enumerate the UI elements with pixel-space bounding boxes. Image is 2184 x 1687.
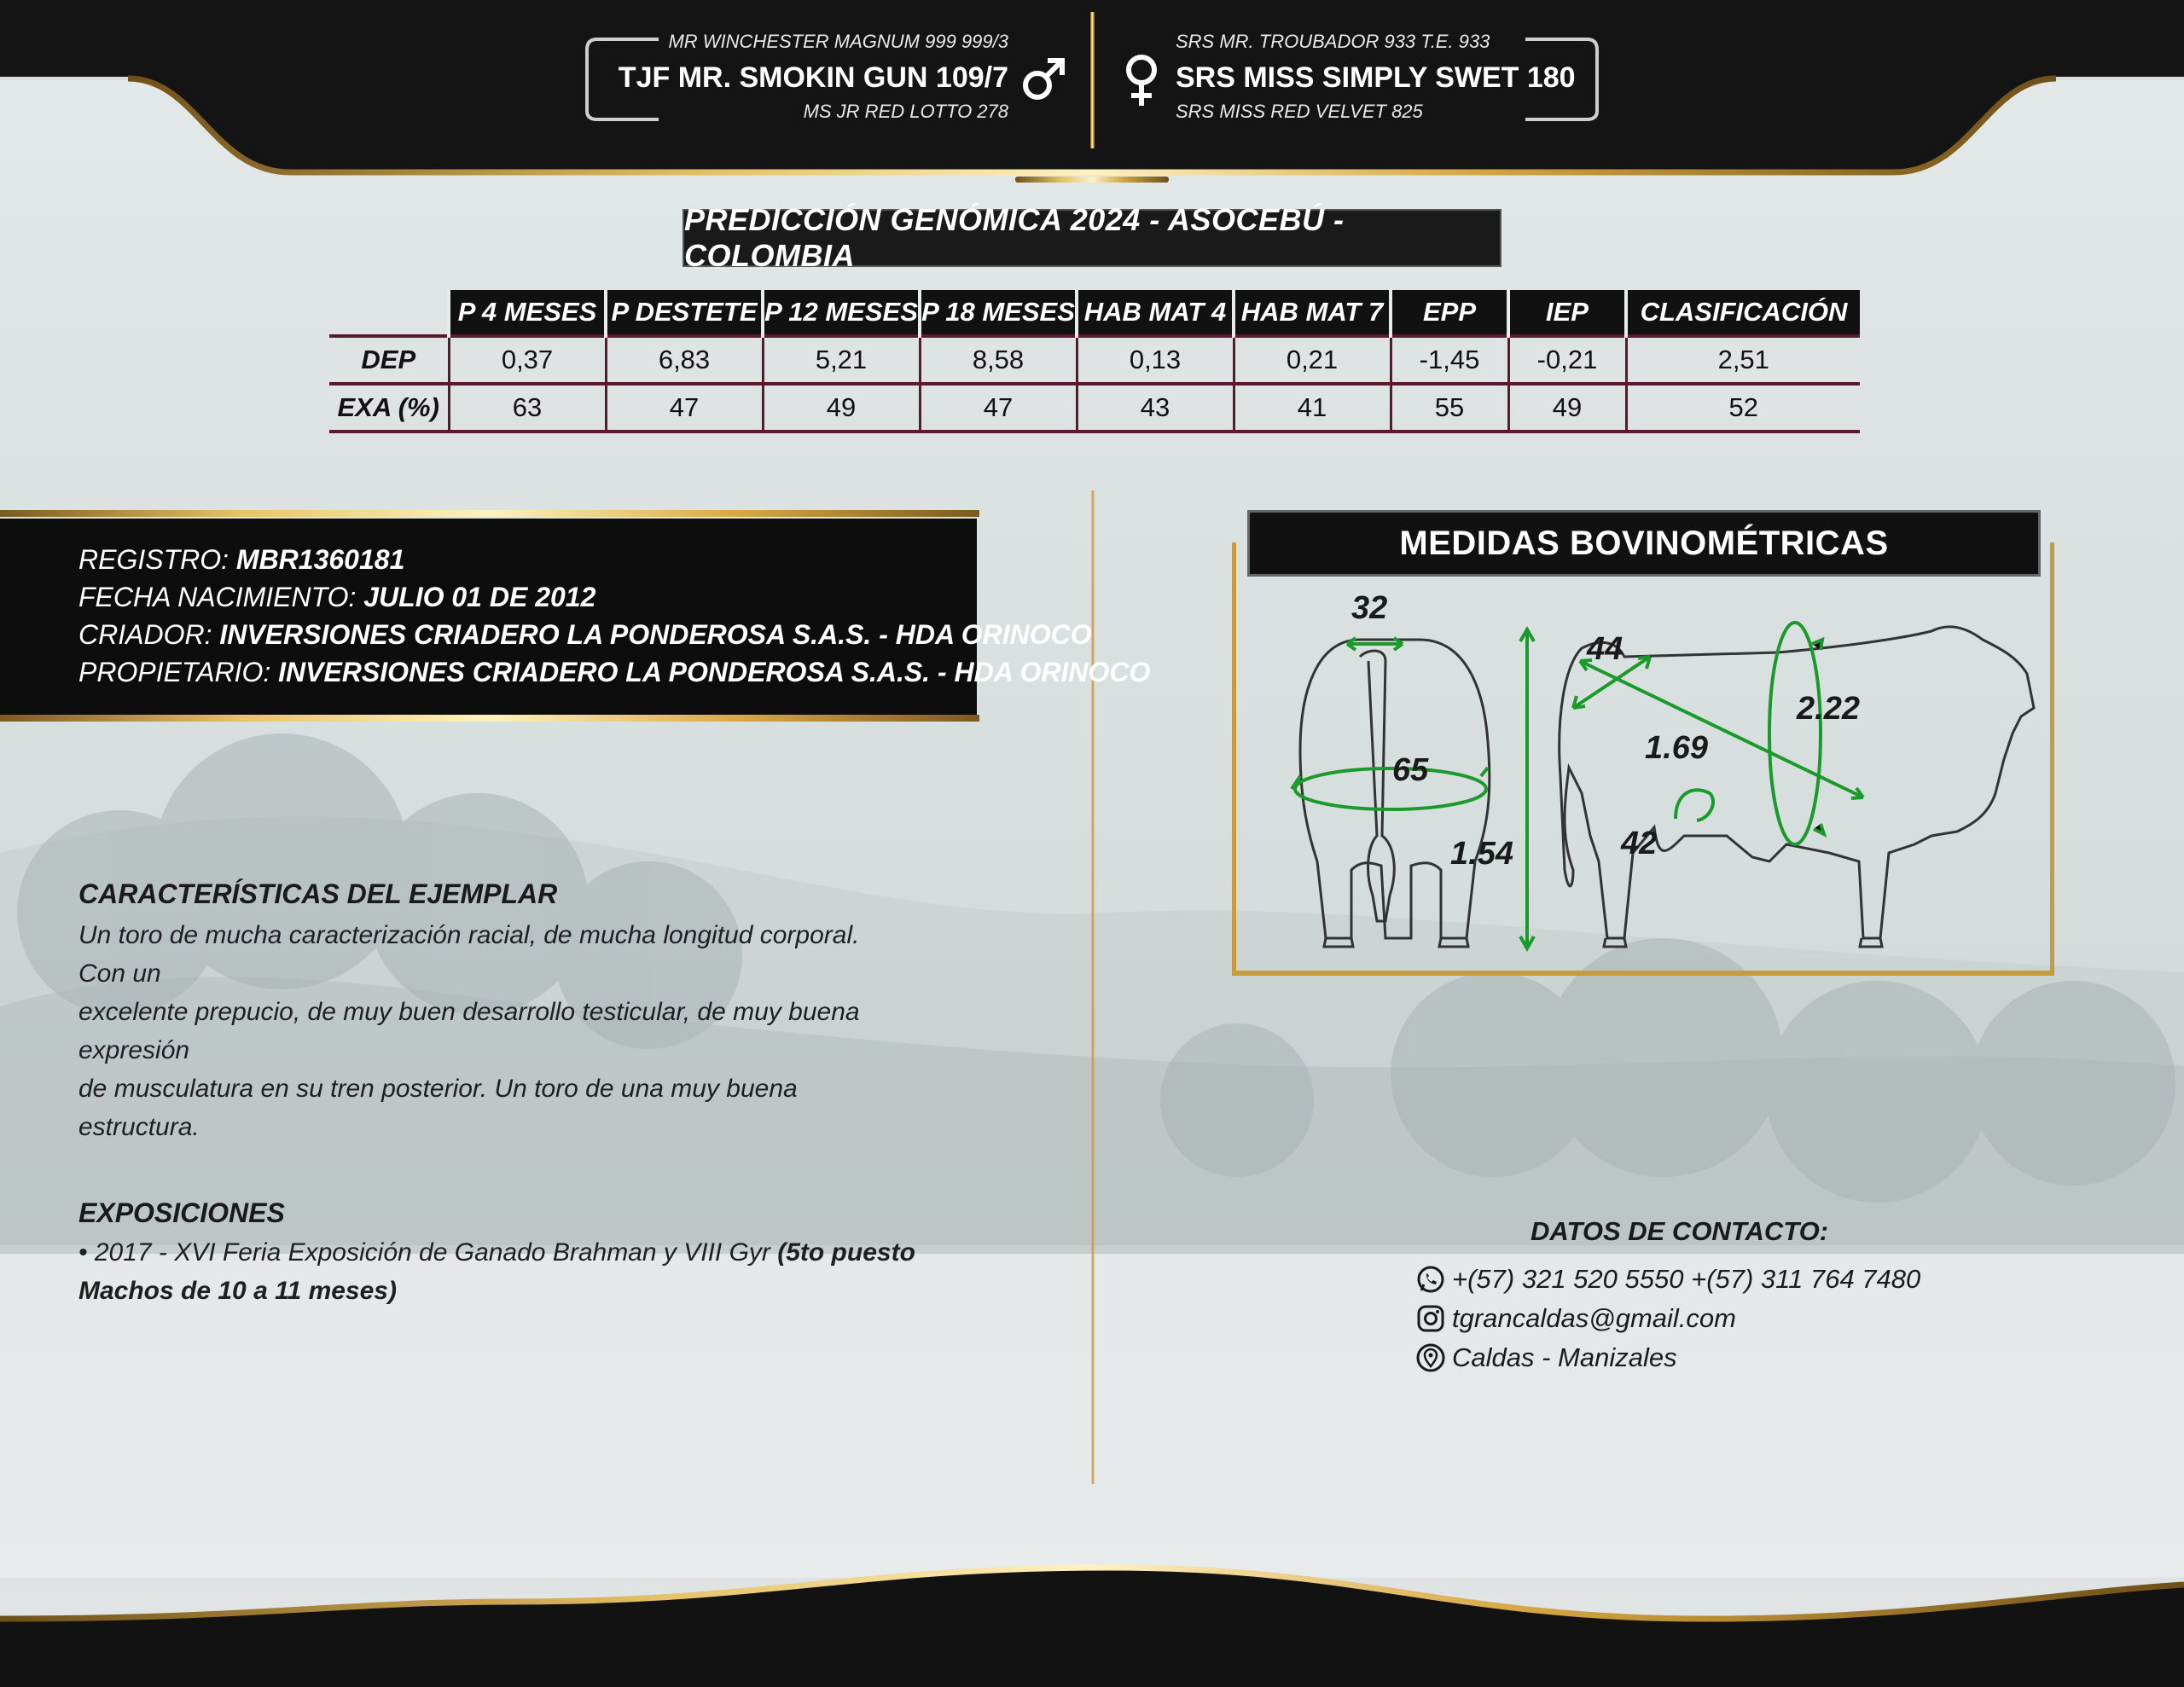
column-header: P 4 MESES [449, 290, 606, 336]
girth-arrow [1769, 623, 1821, 844]
table-cell: 63 [449, 384, 606, 432]
side-view-outline [1560, 627, 2034, 938]
criador-label: CRIADOR: [78, 619, 212, 650]
table-cell: 0,21 [1234, 336, 1391, 384]
male-icon [1020, 56, 1066, 102]
measure-rear-width: 32 [1351, 590, 1388, 626]
cattle-diagram [1232, 580, 2054, 972]
exhibition-line [78, 1233, 932, 1272]
genomic-title-bar [682, 202, 1502, 273]
dam-sire-name: SRS MR. TROUBADOR 933 T.E. 933 [1176, 31, 1490, 52]
characteristics-title: CARACTERÍSTICAS DEL EJEMPLAR [78, 878, 558, 909]
sire-dam-name: MS JR RED LOTTO 278 [803, 101, 1008, 122]
fecha-line [78, 582, 595, 613]
sire-sire-name: MR WINCHESTER MAGNUM 999 999/3 [668, 31, 1008, 52]
table-cell: 47 [606, 384, 763, 432]
measure-scrotal: 42 [1621, 826, 1658, 861]
column-header: P 18 MESES [920, 290, 1077, 336]
table-corner [329, 290, 449, 336]
column-header: CLASIFICACIÓN [1626, 290, 1860, 336]
column-header: HAB MAT 7 [1234, 290, 1391, 336]
registry-bottom-line [0, 715, 979, 722]
registro-label: REGISTRO: [78, 544, 229, 575]
exhibition-result: (5to puesto [777, 1238, 915, 1267]
contact-email [1416, 1303, 1736, 1334]
exhibition-line [78, 1272, 932, 1310]
exhibitions-title: EXPOSICIONES [78, 1197, 285, 1228]
contact-location [1416, 1342, 1677, 1373]
table-cell: 41 [1234, 384, 1391, 432]
table-cell: -1,45 [1391, 336, 1508, 384]
table-header-row [329, 290, 1860, 336]
column-header: P 12 MESES [763, 290, 920, 336]
table-cell: 8,58 [920, 336, 1077, 384]
measure-diag-b: 1.69 [1645, 730, 1708, 766]
row-label: DEP [329, 336, 449, 384]
table-cell: 43 [1077, 384, 1234, 432]
rear-circumference-arrow [1295, 768, 1486, 809]
female-icon [1123, 53, 1160, 109]
table-cell: 49 [763, 384, 920, 432]
dam-name: SRS MISS SIMPLY SWET 180 [1176, 61, 1576, 94]
contact-title: DATOS DE CONTACTO: [1531, 1216, 1829, 1246]
row-label: EXA (%) [329, 384, 449, 432]
fecha-label: FECHA NACIMIENTO: [78, 582, 357, 612]
column-header: EPP [1391, 290, 1508, 336]
table-row [329, 384, 1860, 432]
measure-girth: 2.22 [1797, 691, 1860, 727]
side-legs-hooves [1604, 938, 1882, 947]
column-header: HAB MAT 4 [1077, 290, 1234, 336]
table-cell: 2,51 [1626, 336, 1860, 384]
instagram-icon [1416, 1304, 1445, 1333]
table-cell: 55 [1391, 384, 1508, 432]
tail-outline [1360, 651, 1394, 921]
table-row [329, 336, 1860, 384]
genomic-table [329, 290, 1860, 433]
contact-phone [1416, 1264, 1920, 1295]
measures-title: MEDIDAS BOVINOMÉTRICAS [1399, 524, 1889, 562]
registry-top-line [0, 510, 979, 517]
contact-phones-text: +(57) 321 520 5550 +(57) 311 764 7480 [1452, 1264, 1921, 1294]
location-pin-icon [1416, 1343, 1445, 1372]
column-header: P DESTETE [606, 290, 763, 336]
fecha-value: JULIO 01 DE 2012 [363, 582, 596, 612]
table-cell: 0,13 [1077, 336, 1234, 384]
registro-line [78, 544, 404, 576]
propietario-value: INVERSIONES CRIADERO LA PONDEROSA S.A.S. - HDA ORINOCO [278, 657, 1151, 687]
table-cell: -0,21 [1508, 336, 1626, 384]
registro-value: MBR1360181 [235, 544, 405, 575]
exhibitions-text [78, 1233, 932, 1310]
genomic-title: PREDICCIÓN GENÓMICA 2024 - ASOCEBÚ - COLOMBIA [684, 202, 1345, 273]
criador-value: INVERSIONES CRIADERO LA PONDEROSA S.A.S. - HDA ORINOCO [219, 619, 1092, 650]
column-header: IEP [1508, 290, 1626, 336]
table-cell: 5,21 [763, 336, 920, 384]
characteristics-line: de musculatura en su tren posterior. Un toro de una muy buena estructura. [78, 1075, 798, 1141]
measure-height: 1.54 [1450, 836, 1513, 872]
propietario-line [78, 657, 1150, 688]
measure-rear-circumference: 65 [1392, 752, 1429, 788]
table-cell: 0,37 [449, 336, 606, 384]
table-cell: 6,83 [606, 336, 763, 384]
table-cell: 49 [1508, 384, 1626, 432]
characteristics-line: excelente prepucio, de muy buen desarrollo testicular, de muy buena expresión [78, 998, 860, 1064]
exhibition-event: • 2017 - XVI Feria Exposición de Ganado Brahman y VIII Gyr [78, 1238, 778, 1267]
exhibition-result-cont: Machos de 10 a 11 meses) [78, 1277, 397, 1305]
table-cell: 52 [1626, 384, 1860, 432]
contact-email-text: tgrancaldas@gmail.com [1452, 1303, 1736, 1333]
measures-title-bar [1247, 510, 2041, 577]
propietario-label: PROPIETARIO: [78, 657, 271, 687]
table-cell: 47 [920, 384, 1077, 432]
measure-diag-a: 44 [1587, 631, 1623, 667]
scrotal-arrow [1676, 790, 1713, 820]
contact-location-text: Caldas - Manizales [1452, 1342, 1677, 1372]
characteristics-text [78, 916, 897, 1146]
whatsapp-icon [1416, 1265, 1445, 1294]
dam-dam-name: SRS MISS RED VELVET 825 [1176, 101, 1423, 122]
characteristics-line: Un toro de mucha caracterización racial, de mucha longitud corporal. Con un [78, 921, 860, 988]
rear-view-outline [1300, 640, 1490, 938]
criador-line [78, 619, 1092, 651]
sire-name: TJF MR. SMOKIN GUN 109/7 [618, 61, 1008, 94]
